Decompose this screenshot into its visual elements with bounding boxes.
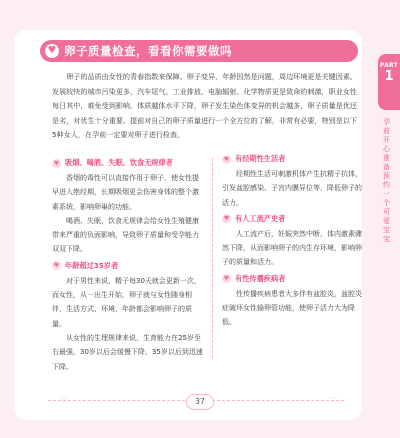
section-heading xyxy=(222,274,362,284)
bullet-heart-icon: ♥ xyxy=(223,215,230,223)
bullet-heart-icon: ♥ xyxy=(53,262,60,270)
section-heading xyxy=(52,158,204,168)
section-paragraph: 人工流产后，妊娠突然中断，体内激素骤然下降，从而影响卵子的内生存环境，影响卵子的质量和活力。 xyxy=(222,229,362,267)
bullet-heart-icon: ♥ xyxy=(223,155,230,163)
section-title: 有经期性生活者 xyxy=(235,154,286,163)
part-number: 1 xyxy=(384,69,394,84)
section-paragraph: 喝酒、失眠，饮食无规律会给女性生殖健康带来严重的负面影响，导致卵子质量和受孕能力双双下降。 xyxy=(52,216,199,254)
section-title: 有性传播疾病者 xyxy=(235,273,286,283)
chapter-vertical-title: 孕前开心准备 预约一个可爱宝宝 xyxy=(383,118,390,243)
column-divider xyxy=(212,158,214,358)
page-number: 37 xyxy=(186,394,214,410)
left-column xyxy=(52,154,204,374)
page-title: 卵子质量检查，看看你需要做吗 xyxy=(64,44,232,58)
heart-decoration-icon: ♡ xyxy=(330,396,338,405)
section-paragraph: 从女性的生理规律来说，生育能力在25岁至右最强，30岁以后会缓慢下降，35岁以后到迅速下降。 xyxy=(52,333,203,371)
heart-icon: ♥ xyxy=(45,44,59,58)
intro-paragraph: 卵子的品质由女性的青春指数来保障。卵子变异，年龄因然是问题，周边环境更是关键因素。发展较快的城市污染更多，汽车尾气、工业排放、电脑辐射、化学物质更是致命的刺激，职业女性每日其中，难免受到影响。体质越体水平下降，卵子发生染色体变异的机会越多，卵子质量是优还是劣，对优生十分重要。提前对自己的卵子质量进行一个全方位的了解，非常有必要，特别是以下5种女人，在孕前一定要对卵子进行检查。 xyxy=(52,72,358,140)
section-title: 年龄超过35岁者 xyxy=(65,260,119,270)
part-tab xyxy=(378,54,400,110)
part-label: PART xyxy=(379,62,399,69)
title-banner xyxy=(40,40,358,62)
section-heading xyxy=(222,154,362,164)
heart-decoration-icon: ♡ xyxy=(60,396,68,405)
section-title: 吸烟、喝酒、失眠、饮食无规律者 xyxy=(65,158,173,167)
section-title: 有人工流产史者 xyxy=(235,213,286,223)
section-heading xyxy=(222,214,362,224)
right-column xyxy=(222,150,362,330)
bullet-heart-icon: ♥ xyxy=(223,275,230,283)
section-paragraph: 对于男性来说，精子每30天就会更新一次，而女性，从一出生开始，卵子就与女性随身相伴，生活方式、环境、年龄都会影响卵子的质量。 xyxy=(52,276,201,328)
section-heading xyxy=(52,261,204,271)
section-paragraph: 经期性生活可刺激机体产生抗精子抗体，引发盆腔感染、子宫内膜异位等，降低卵子的活力。 xyxy=(222,170,362,207)
bullet-heart-icon: ♥ xyxy=(53,159,60,167)
section-paragraph: 性传播疾病患者大多伴有盆腔炎，盆腔炎症破坏女性输卵管功能，使卵子活力大为降低。 xyxy=(222,289,362,327)
section-paragraph: 香烟的毒性可以直接作用于卵子，使女性提早进入绝经期，长期吸烟更会伤害身体的整个激素系统，影响卵巢的功能。 xyxy=(52,174,199,211)
